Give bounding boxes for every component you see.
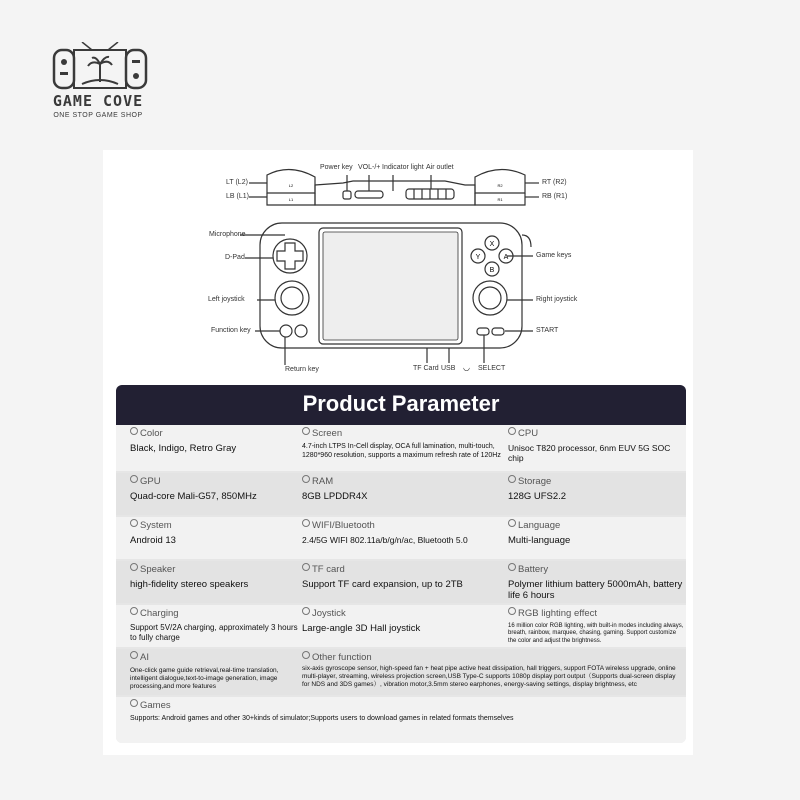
param-system: [130, 517, 300, 546]
param-name: TF card: [312, 564, 345, 575]
bullet-circle-icon: [130, 475, 138, 483]
param-name: Battery: [518, 564, 549, 575]
start-label: START: [536, 327, 559, 334]
param-ai: [130, 649, 300, 691]
param-value: Quad-core Mali-G57, 850MHz: [130, 491, 257, 502]
param-value: Android 13: [130, 535, 176, 546]
param-value: Polymer lithium battery 5000mAh, battery life 6 hours: [508, 579, 683, 601]
bullet-circle-icon: [508, 519, 516, 527]
param-games: [130, 697, 680, 724]
bullet-circle-icon: [130, 519, 138, 527]
r1-bumper-label: R1: [497, 197, 503, 202]
vol-label: VOL-/+: [358, 164, 381, 171]
headphone-icon: ◡: [463, 363, 470, 372]
param-row: [116, 561, 686, 603]
bullet-circle-icon: [302, 427, 310, 435]
param-color: [130, 425, 300, 454]
logo-subtitle: ONE STOP GAME SHOP: [53, 112, 143, 119]
card-title: Product Parameter: [302, 391, 500, 416]
param-speaker: [130, 561, 300, 590]
rb-label: RB (R1): [542, 193, 568, 200]
card-header: [116, 385, 686, 425]
param-rgb-lighting: [508, 605, 684, 645]
param-value: 16 million color RGB lighting, with built-in modes including always, breath, rainbow, marquee, chasing, gaming. Support customize the color and adjust the brightness.: [508, 623, 684, 644]
param-name: RAM: [312, 476, 334, 487]
bullet-circle-icon: [130, 607, 138, 615]
x-button-label: X: [489, 241, 495, 248]
tf-card-label: TF Card: [413, 365, 439, 372]
param-value: 4.7-inch LTPS In-Cell display, OCA full lamination, multi-touch, 1280*960 resolution, supports a maximum refresh rate of 120Hz: [302, 443, 501, 459]
param-name: RGB lighting effect: [518, 608, 598, 619]
param-other-function: [302, 649, 682, 689]
power-key-label: Power key: [320, 164, 353, 171]
bullet-circle-icon: [302, 563, 310, 571]
lt-label: LT (L2): [226, 179, 248, 186]
return-key-label: Return key: [285, 366, 319, 373]
bullet-circle-icon: [130, 563, 138, 571]
game-keys-label: Game keys: [536, 252, 572, 259]
right-joystick-label: Right joystick: [536, 296, 578, 303]
param-value: Support TF card expansion, up to 2TB: [302, 579, 463, 590]
param-name: Joystick: [312, 608, 346, 619]
bullet-circle-icon: [130, 651, 138, 659]
param-value: Large-angle 3D Hall joystick: [302, 623, 421, 634]
param-name: WIFI/Bluetooth: [312, 520, 375, 531]
param-name: Other function: [312, 652, 372, 663]
function-key-label: Function key: [211, 327, 251, 334]
param-row: [116, 425, 686, 471]
product-parameter-card: [116, 385, 686, 743]
param-name: Color: [140, 428, 163, 439]
param-name: Language: [518, 520, 561, 531]
bullet-circle-icon: [302, 651, 310, 659]
store-logo: [38, 42, 158, 132]
param-wifi-bluetooth: [302, 517, 502, 545]
select-label: SELECT: [478, 365, 506, 372]
bullet-circle-icon: [302, 519, 310, 527]
param-row: [116, 473, 686, 515]
param-cpu: [508, 425, 684, 463]
param-name: Charging: [140, 608, 179, 619]
param-value: Supports: Android games and other 30+kinds of simulator;Supports users to download games in related formats themselves: [130, 715, 514, 722]
param-name: Screen: [312, 428, 343, 439]
param-row: [116, 697, 686, 743]
param-value: Support 5V/2A charging, approximately 3 hours to fully charge: [130, 623, 298, 642]
a-button-label: A: [503, 254, 509, 261]
logo-title: GAME COVE: [52, 92, 144, 110]
dpad-label: D-Pad: [225, 254, 245, 261]
bullet-circle-icon: [302, 607, 310, 615]
bullet-circle-icon: [508, 607, 516, 615]
param-storage: [508, 473, 684, 502]
indicator-light-label: Indicator light: [382, 164, 424, 171]
bullet-circle-icon: [302, 475, 310, 483]
param-value: Black, Indigo, Retro Gray: [130, 443, 237, 454]
param-joystick: [302, 605, 502, 634]
game-console-logo-icon: [52, 42, 148, 94]
l2-trigger-label: L2: [288, 183, 294, 188]
param-value: high-fidelity stereo speakers: [130, 579, 249, 590]
param-value: Unisoc T820 processor, 6nm EUV 5G SOC chip: [508, 443, 671, 463]
param-battery: [508, 561, 684, 601]
l1-bumper-label: L1: [288, 197, 294, 202]
param-tf-card: [302, 561, 502, 590]
param-name: AI: [140, 652, 149, 663]
param-charging: [130, 605, 300, 642]
bullet-circle-icon: [130, 427, 138, 435]
lb-label: LB (L1): [226, 193, 249, 200]
param-name: GPU: [140, 476, 161, 487]
param-gpu: [130, 473, 300, 502]
bullet-circle-icon: [130, 699, 138, 707]
param-name: Speaker: [140, 564, 176, 575]
param-screen: [302, 425, 502, 460]
param-name: System: [140, 520, 172, 531]
param-name: Games: [140, 700, 171, 711]
param-row: [116, 605, 686, 647]
usb-label: USB: [441, 365, 456, 372]
rt-label: RT (R2): [542, 179, 567, 186]
microphone-label: Microphone: [209, 231, 246, 238]
y-button-label: Y: [475, 254, 481, 261]
param-value: 8GB LPDDR4X: [302, 491, 368, 502]
bullet-circle-icon: [508, 475, 516, 483]
param-value: 2.4/5G WIFI 802.11a/b/g/n/ac, Bluetooth 5.0: [302, 535, 468, 545]
handheld-console-drawing: [195, 155, 605, 380]
param-name: CPU: [518, 428, 539, 439]
param-value: 128G UFS2.2: [508, 491, 567, 502]
device-diagram: [195, 155, 605, 380]
air-outlet-label: Air outlet: [426, 164, 454, 171]
bullet-circle-icon: [508, 563, 516, 571]
left-joystick-label: Left joystick: [208, 296, 245, 303]
param-row: [116, 649, 686, 695]
bullet-circle-icon: [508, 427, 516, 435]
param-name: Storage: [518, 476, 552, 487]
r2-trigger-label: R2: [497, 183, 503, 188]
param-ram: [302, 473, 502, 502]
b-button-label: B: [489, 267, 495, 274]
param-row: [116, 517, 686, 559]
param-value: six-axis gyroscope sensor, high-speed fan + heat pipe active heat dissipation, hall triggers, support FOTA wireless upgrade, online multi-player, streaming, wireless projection screen,USB Type-C supports 1080p display port output（Supports dual-screen display for NDS and 3DS games）, vibration motor,3.5mm stereo earphones, energy-saving settings, display brightness, etc: [302, 665, 676, 688]
param-value: One-click game guide retrieval,real-time translation, intelligent dialogue,text-to-image generation, image processing,and more features: [130, 667, 279, 690]
param-language: [508, 517, 684, 546]
param-value: Multi-language: [508, 535, 571, 546]
